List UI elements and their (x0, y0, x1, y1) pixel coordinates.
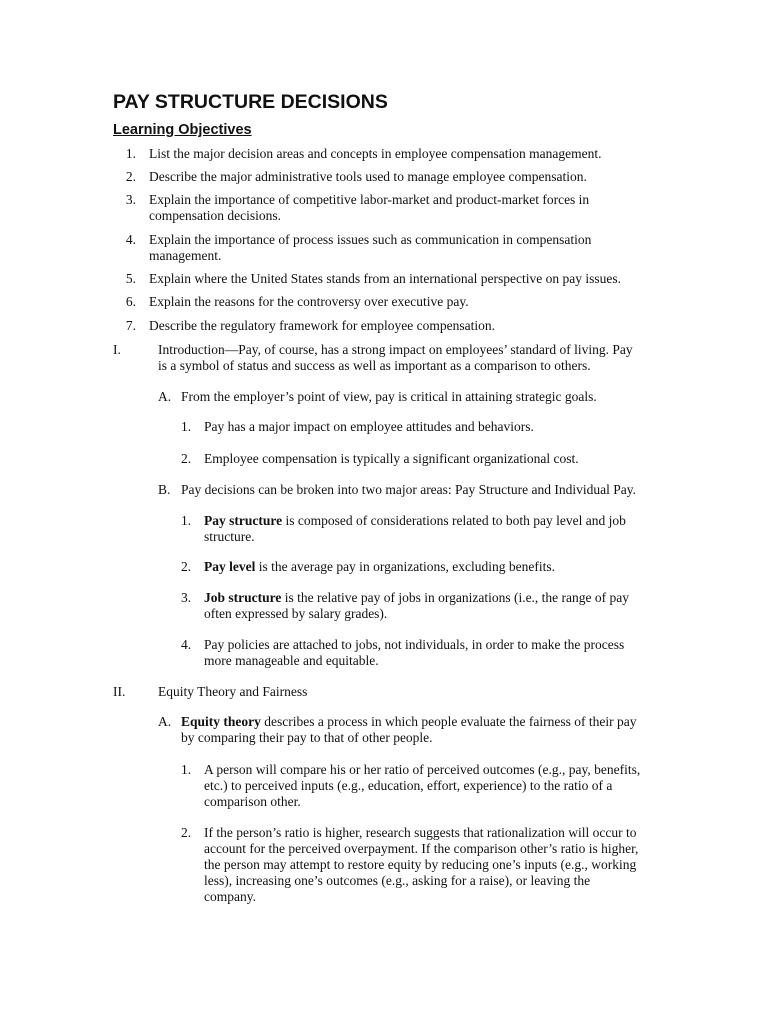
item-text: account for the perceived overpayment. If the comparison other’s ratio is higher, (204, 841, 639, 856)
item-text: A person will compare his or her ratio of perceived outcomes (e.g., pay, benefits, (204, 762, 641, 777)
section-number: II. (113, 684, 126, 699)
subsection-text: Pay decisions can be broken into two major areas: Pay Structure and Individual Pay. (181, 482, 637, 497)
page-title: PAY STRUCTURE DECISIONS (113, 91, 388, 113)
item-text: List the major decision areas and concepts in employee compensation management. (149, 146, 602, 161)
subsection-text: From the employer’s point of view, pay is critical in attaining strategic goals. (181, 389, 597, 404)
subsection-letter: B. (158, 482, 171, 497)
item-number: 6. (125, 294, 136, 309)
term-rest: is composed of considerations related to both pay level and job (282, 513, 626, 528)
item-text: Pay policies are attached to jobs, not individuals, in order to make the process (204, 637, 625, 652)
item-text: compensation decisions. (149, 208, 281, 223)
item-number: 2. (125, 169, 136, 184)
item-text: If the person’s ratio is higher, research suggests that rationalization will occur to (204, 825, 637, 840)
subsection-letter: A. (158, 389, 172, 404)
term-bold: Pay structure (204, 513, 283, 528)
item-text (204, 513, 626, 529)
item-text: Explain the reasons for the controversy over executive pay. (149, 294, 469, 309)
item-text: comparison other. (204, 794, 301, 809)
term-bold: Equity theory (181, 714, 261, 729)
item-number: 5. (125, 271, 136, 286)
item-text: Explain the importance of process issues such as communication in compensation (149, 232, 592, 247)
item-number: 1. (181, 419, 192, 434)
term-rest: is the relative pay of jobs in organizations (i.e., the range of pay (281, 590, 630, 605)
item-number: 3. (125, 192, 136, 207)
item-text (204, 559, 555, 575)
item-text: Employee compensation is typically a significant organizational cost. (204, 451, 579, 466)
item-text: Explain where the United States stands from an international perspective on pay issues. (149, 271, 621, 286)
term-bold: Pay level (204, 559, 256, 574)
item-text: etc.) to perceived inputs (e.g., education, effort, experience) to the ratio of a (204, 778, 613, 793)
item-text: often expressed by salary grades). (204, 606, 388, 621)
item-number: 3. (181, 590, 192, 605)
item-text: structure. (204, 529, 255, 544)
term-rest: describes a process in which people evaluate the fairness of their pay (260, 714, 637, 729)
term-rest: is the average pay in organizations, excluding benefits. (255, 559, 556, 574)
term-bold: Job structure (204, 590, 282, 605)
section-number: I. (113, 342, 121, 357)
item-text: the person may attempt to restore equity by reducing one’s inputs (e.g., working (204, 857, 637, 872)
subsection-text: by comparing their pay to that of other people. (181, 730, 433, 745)
item-number: 7. (125, 318, 136, 333)
item-number: 4. (181, 637, 192, 652)
item-number: 1. (125, 146, 136, 161)
item-text: more manageable and equitable. (204, 653, 379, 668)
section-heading: Equity Theory and Fairness (158, 684, 308, 699)
item-number: 1. (181, 762, 192, 777)
item-number: 1. (181, 513, 192, 528)
item-text: less), increasing one’s outcomes (e.g., asking for a raise), or leaving the (204, 873, 591, 888)
item-text: company. (204, 889, 256, 904)
item-text: Describe the regulatory framework for employee compensation. (149, 318, 495, 333)
section-text: is a symbol of status and success as well as important as a comparison to others. (158, 358, 591, 373)
subsection-text (181, 714, 637, 730)
item-number: 2. (181, 451, 192, 466)
section-text: Introduction—Pay, of course, has a strong impact on employees’ standard of living. Pay (158, 342, 633, 357)
item-number: 2. (181, 825, 192, 840)
item-text: Describe the major administrative tools used to manage employee compensation. (149, 169, 587, 184)
learning-objectives-heading: Learning Objectives (113, 122, 252, 138)
item-text: Explain the importance of competitive labor-market and product-market forces in (149, 192, 590, 207)
subsection-letter: A. (158, 714, 172, 729)
item-text: management. (149, 248, 222, 263)
item-number: 4. (125, 232, 136, 247)
item-number: 2. (181, 559, 192, 574)
item-text: Pay has a major impact on employee attitudes and behaviors. (204, 419, 534, 434)
item-text (204, 590, 629, 606)
